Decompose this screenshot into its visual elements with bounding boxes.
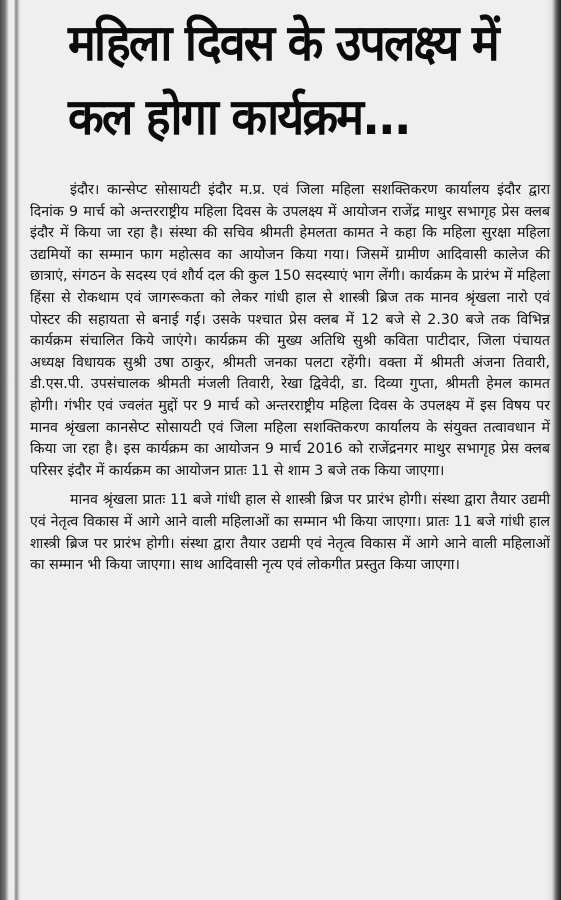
article-paragraph-1: इंदौर। कान्सेप्ट सोसायटी इंदौर म.प्र. एवं जिला महिला सशक्तिकरण कार्यालय इंदौर द्वारा दिनांक 9 मार्च को अन्तरराष्ट्रीय महिला दिवस के उपलक्ष्य में आयोजन राजेंद्र माथुर सभागृह प्रेस क्लब इंदौर में किया जा रहा है। संस्था की सचिव श्रीमती हेमलता कामत ने कहा कि महिला सुरक्षा महिला उद्यमियों का सम्मान फाग महोत्सव का आयोजन किया गया। जिसमें ग्रामीण आदिवासी कालेज की छात्राएं, संगठन के सदस्य एवं शौर्य दल की कुल 150 सदस्याएं भाग लेंगी। कार्यक्रम के प्रारंभ में महिला हिंसा से रोकथाम एवं जागरूकता को लेकर गांधी हाल से शास्त्री ब्रिज तक मानव श्रृंखला नारो एवं पोस्टर की सहायता से बनाई गई। उसके पश्चात प्रेस क्लब में 12 बजे से 2.30 बजे तक विभिन्न कार्यक्रम संचालित किये जाएंगे। कार्यक्रम की मुख्य अतिथि सुश्री कविता पाटीदार, जिला पंचायत अध्यक्ष विधायक सुश्री उषा ठाकुर, श्रीमती जनका पलटा रहेंगी। वक्ता में श्रीमती अंजना तिवारी, डी.एस.पी. उपसंचालक श्रीमती मंजली तिवारी, रेखा द्विवेदी, डा. दिव्या गुप्ता, श्रीमती हेमल कामत होगी। गंभीर एवं ज्वलंत मुद्दों पर 9 मार्च को अन्तरराष्ट्रीय महिला दिवस के उपलक्ष्य में इस विषय पर मानव श्रृंखला कानसेप्ट सोसायटी एवं जिला महिला सशक्तिकरण कार्यालय के संयुक्त तत्वावधान में किया जा रहा है। इस कार्यक्रम का आयोजन 9 मार्च 2016 को राजेंद्रनगर माथुर सभागृह प्रेस क्लब परिसर इंदौर में कार्यक्रम का आयोजन प्रातः 11 से शाम 3 बजे तक किया जाएगा। [30, 182, 550, 479]
scan-left-edge [0, 0, 22, 900]
article-paragraph-2: मानव श्रृंखला प्रातः 11 बजे गांधी हाल से शास्त्री ब्रिज पर प्रारंभ होगी। संस्था द्वारा तैयार उद्यमी एवं नेतृत्व विकास में आगे आने वाली महिलाओं का सम्मान भी किया जाएगा। प्रातः 11 बजे गांधी हाल शास्त्री ब्रिज पर प्रारंभ होगी। संस्था द्वारा तैयार उद्यमी एवं नेतृत्व विकास में आगे आने वाली महिलाओं का सम्मान भी किया जाएगा। साथ आदिवासी नृत्य एवं लोकगीत प्रस्तुत किया जाएगा। [30, 492, 550, 574]
article-headline: महिला दिवस के उपलक्ष्य में कल होगा कार्यक्रम... [68, 14, 498, 146]
article-body [30, 180, 550, 577]
